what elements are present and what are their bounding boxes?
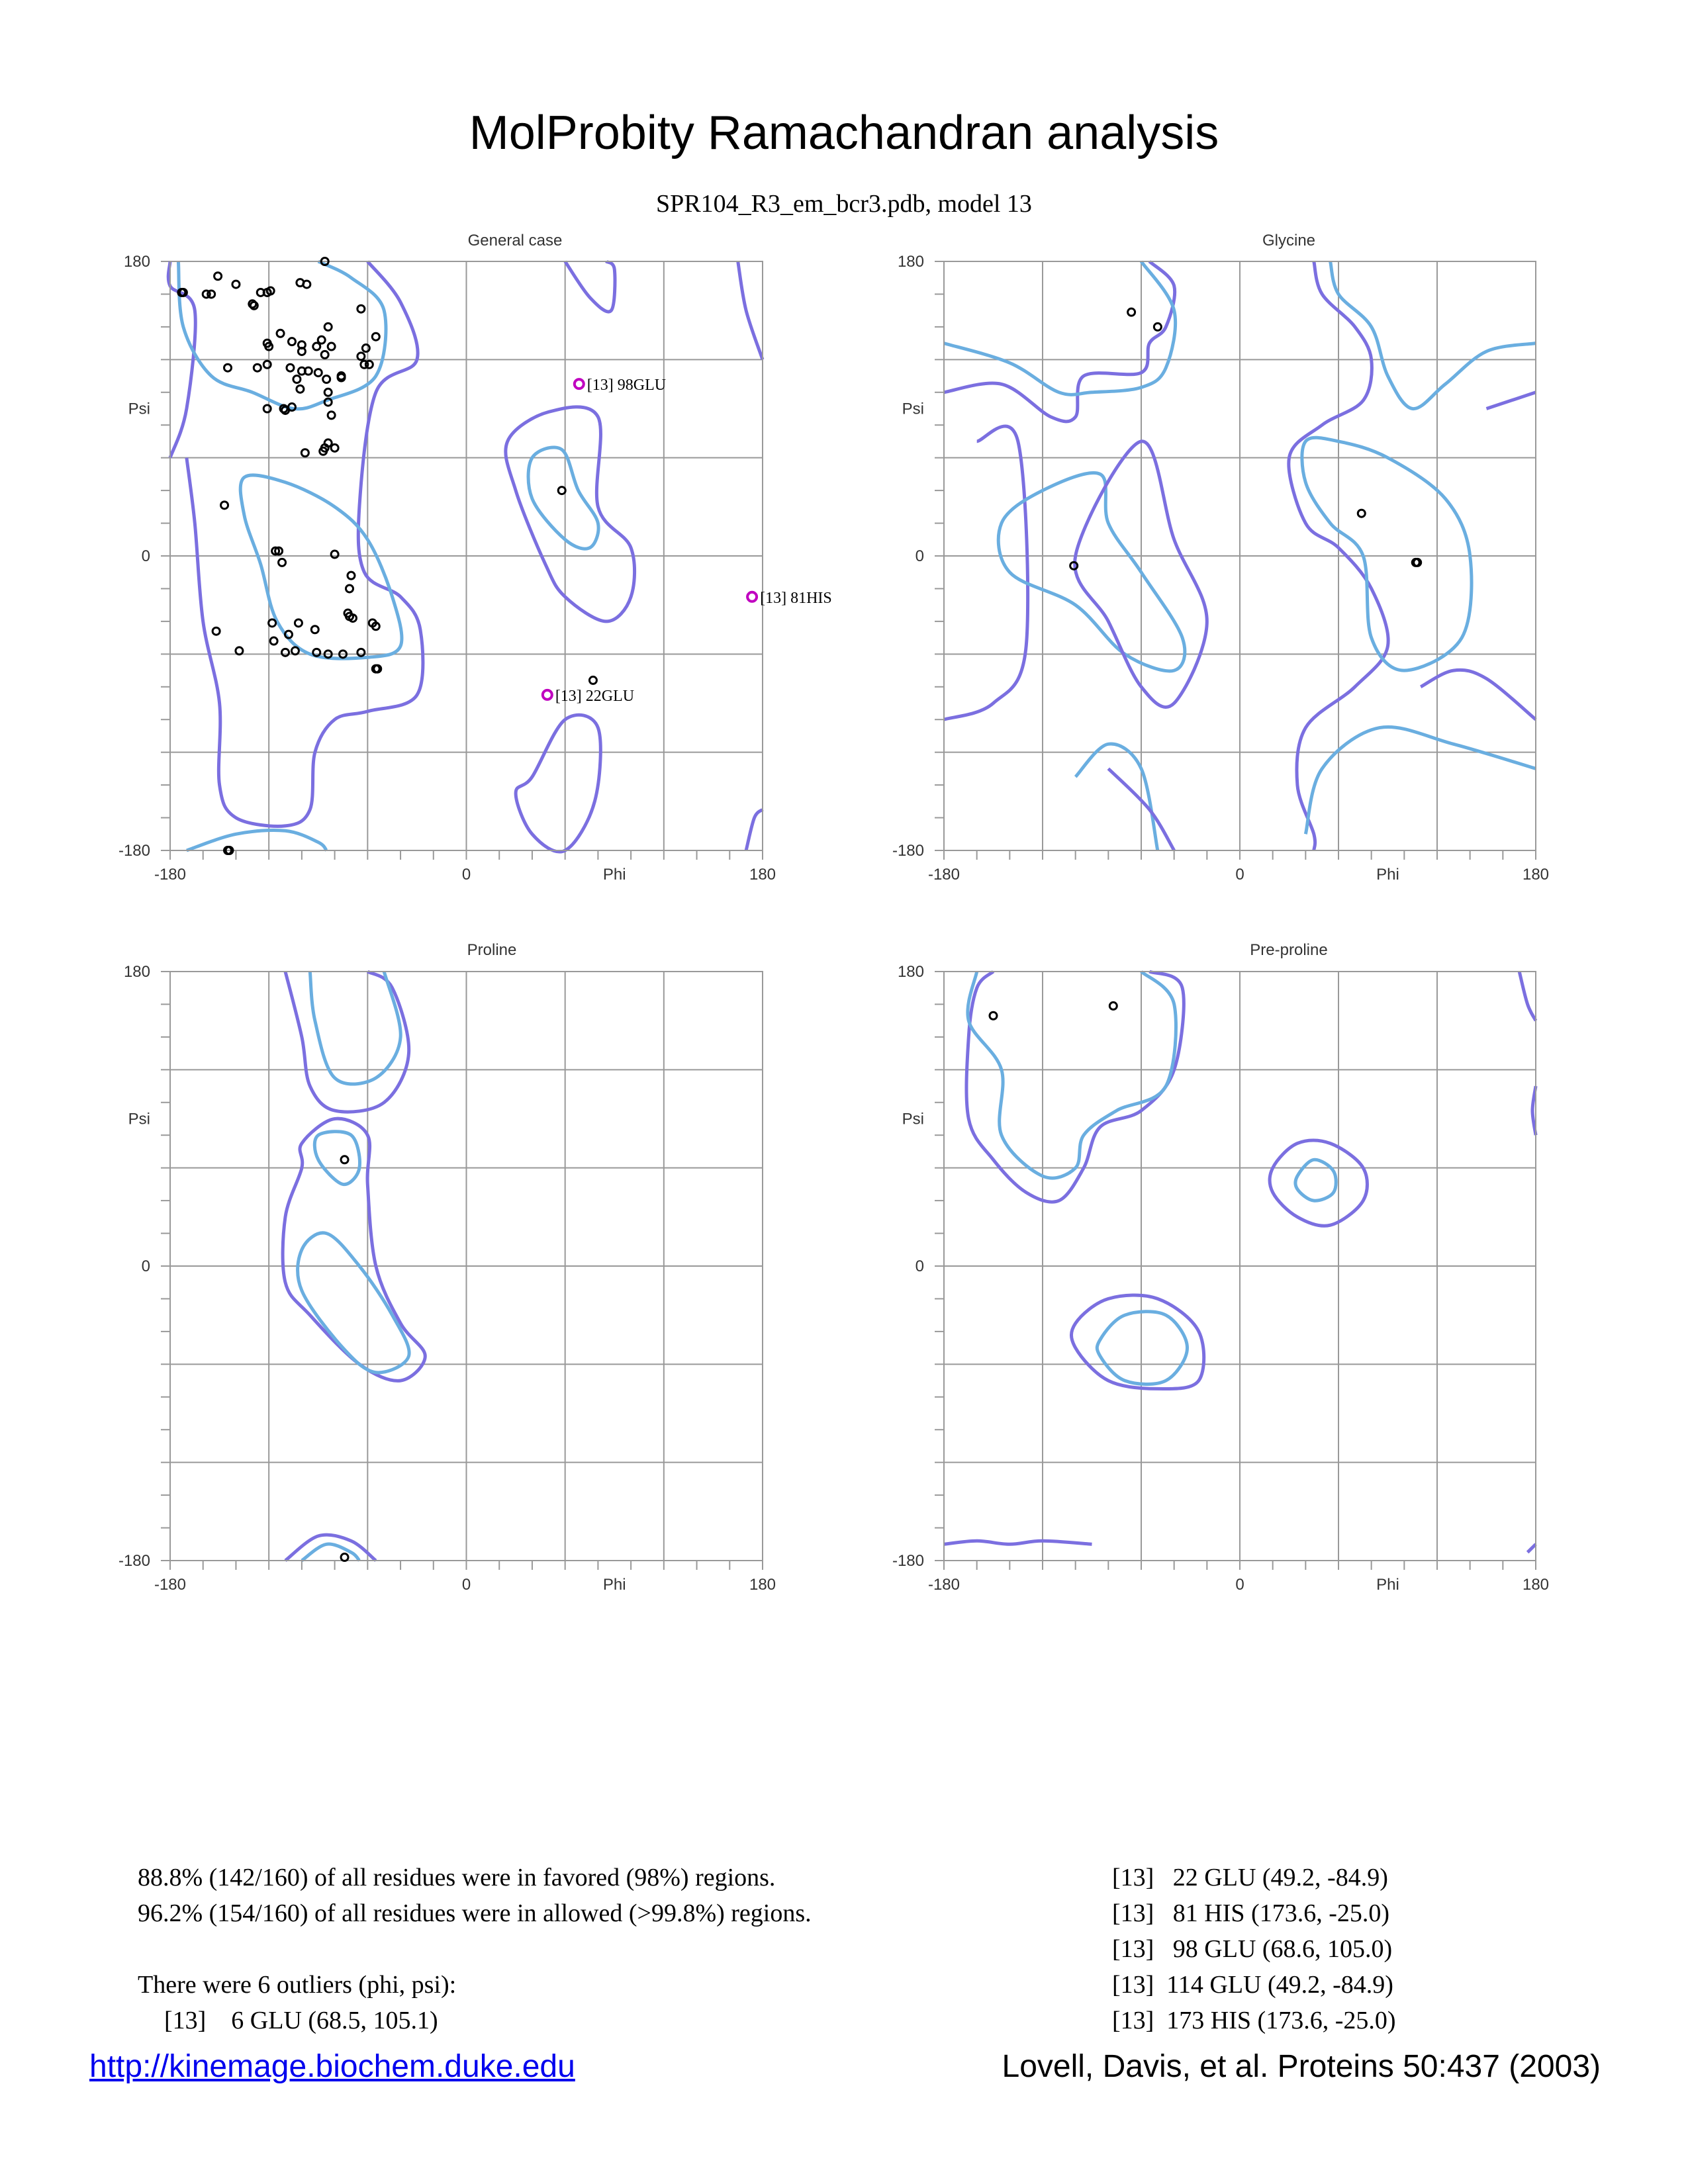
favored-contour [240, 475, 402, 659]
data-point [270, 637, 277, 645]
panel-title-general: General case [467, 232, 563, 250]
data-point [1154, 323, 1161, 330]
outlier-label: [13] 81HIS [760, 589, 832, 607]
data-point [318, 336, 325, 343]
data-point [236, 647, 243, 655]
outlier-list [1112, 1860, 1396, 2038]
favored-contour [528, 447, 598, 549]
outlier-label: [13] 22GLU [555, 687, 635, 705]
data-point [348, 572, 355, 579]
outlier-header: There were 6 outliers (phi, psi): [138, 1971, 457, 1999]
y-tick-label: -180 [892, 842, 924, 860]
outlier-item: [13] 114 GLU (49.2, -84.9) [1112, 1971, 1393, 1999]
data-point [297, 385, 304, 392]
data-point [341, 1156, 348, 1163]
y-axis-label: Psi [902, 400, 924, 418]
data-point [558, 487, 565, 494]
panel-title-preproline: Pre-proline [1250, 941, 1328, 959]
page-title: MolProbity Ramachandran analysis [469, 107, 1219, 159]
citation: Lovell, Davis, et al. Proteins 50:437 (2003) [1002, 2049, 1601, 2084]
x-tick-label: -180 [154, 866, 187, 884]
allowed-contour [283, 1118, 425, 1381]
allowed-contour [506, 407, 635, 621]
data-point [254, 364, 261, 371]
data-point [589, 676, 596, 684]
outlier-point [575, 379, 584, 388]
favored-contour [298, 1233, 410, 1373]
x-tick-label: 180 [749, 866, 776, 884]
x-tick-label: 0 [1235, 1576, 1244, 1594]
data-point [279, 559, 286, 566]
panel-title-proline: Proline [467, 941, 517, 959]
allowed-summary: 96.2% (154/160) of all residues were in allowed (>99.8%) regions. [138, 1899, 812, 1927]
allowed-contour [1519, 972, 1536, 1021]
y-tick-label: 180 [897, 253, 924, 271]
glycine-plot [892, 253, 1549, 884]
x-tick-label: 180 [1522, 866, 1550, 884]
allowed-contour [1528, 1544, 1536, 1552]
allowed-contour [1270, 1140, 1367, 1226]
data-point [331, 551, 338, 558]
favored-contour [302, 1544, 359, 1561]
allowed-contour [1421, 670, 1536, 719]
x-axis-label: Phi [602, 866, 626, 884]
data-point [301, 449, 308, 457]
y-tick-label: 0 [915, 1257, 924, 1275]
data-point [321, 351, 328, 358]
data-point [324, 388, 332, 396]
x-tick-label: 180 [1522, 1576, 1550, 1594]
data-point [287, 364, 294, 371]
outlier-label: [13] 98GLU [586, 377, 667, 394]
data-point [221, 502, 228, 509]
data-point [357, 305, 365, 312]
allowed-contour [944, 261, 1175, 422]
x-axis-label: Phi [1376, 866, 1399, 884]
data-point [314, 369, 322, 377]
kinemage-link[interactable]: http://kinemage.biochem.duke.edu [89, 2049, 575, 2084]
favored-contour [187, 831, 326, 850]
y-tick-label: 0 [141, 547, 150, 565]
outlier-point [543, 690, 552, 700]
x-axis-label: Phi [1376, 1576, 1399, 1594]
favored-contour [314, 1132, 359, 1185]
allowed-contour [285, 1535, 376, 1561]
y-axis-label: Psi [902, 1110, 924, 1128]
pre-proline-plot [892, 963, 1549, 1594]
y-tick-label: 180 [123, 963, 150, 981]
data-point [324, 323, 332, 330]
outlier-item: [13] 22 GLU (49.2, -84.9) [1112, 1864, 1388, 1891]
x-tick-label: 0 [461, 1576, 471, 1594]
x-axis-label: Phi [602, 1576, 626, 1594]
y-tick-label: -180 [892, 1552, 924, 1570]
x-tick-label: -180 [927, 1576, 961, 1594]
data-point [361, 361, 368, 368]
allowed-contour [738, 261, 763, 359]
y-tick-label: -180 [118, 1552, 150, 1570]
allowed-contour [944, 1541, 1092, 1544]
summary-stats [138, 1860, 812, 2038]
allowed-contour [516, 715, 600, 852]
data-point [208, 291, 215, 298]
y-tick-label: 180 [123, 253, 150, 271]
y-axis-label: Psi [128, 1110, 150, 1128]
favored-contour [1305, 727, 1536, 834]
data-point [1358, 510, 1365, 517]
data-point [269, 619, 276, 627]
proline-plot [118, 963, 776, 1594]
data-point [291, 647, 299, 655]
outlier-item: [13] 98 GLU (68.6, 105.0) [1112, 1935, 1393, 1963]
data-point [323, 376, 330, 383]
data-point [311, 626, 318, 633]
allowed-contour [944, 426, 1028, 719]
data-point [212, 627, 220, 635]
data-point [1109, 1002, 1117, 1009]
y-tick-label: 0 [141, 1257, 150, 1275]
allowed-contour [1487, 392, 1536, 409]
favored-contour [1076, 744, 1158, 850]
data-point [362, 345, 369, 352]
data-point [328, 412, 335, 419]
outlier-item: [13] 81 HIS (173.6, -25.0) [1112, 1899, 1390, 1927]
favored-contour [1097, 1312, 1187, 1385]
favored-contour [1295, 1160, 1336, 1201]
data-point [293, 376, 301, 383]
x-tick-label: -180 [154, 1576, 187, 1594]
favored-summary: 88.8% (142/160) of all residues were in favored (98%) regions. [138, 1864, 776, 1891]
data-point [295, 619, 302, 627]
y-tick-label: 180 [897, 963, 924, 981]
favored-contour [178, 261, 386, 409]
data-point [331, 444, 338, 451]
data-point [263, 361, 271, 368]
panel-title-glycine: Glycine [1262, 232, 1316, 250]
data-point [357, 353, 365, 360]
general-case-plot [118, 253, 832, 884]
page-subtitle: SPR104_R3_em_bcr3.pdb, model 13 [656, 190, 1032, 218]
data-point [1128, 308, 1135, 316]
data-point [282, 649, 289, 656]
data-point [313, 343, 320, 350]
data-point [341, 1554, 348, 1561]
allowed-contour [746, 809, 763, 850]
data-point [328, 343, 335, 350]
y-tick-label: 0 [915, 547, 924, 565]
y-axis-label: Psi [128, 400, 150, 418]
data-point [288, 338, 295, 345]
favored-contour [310, 972, 400, 1084]
y-tick-label: -180 [118, 842, 150, 860]
data-point [232, 281, 240, 288]
x-tick-label: 0 [461, 866, 471, 884]
x-tick-label: 180 [749, 1576, 776, 1594]
data-point [277, 330, 284, 337]
data-point [357, 649, 365, 656]
outlier-item: [13] 6 GLU (68.5, 105.1) [164, 2007, 438, 2034]
outlier-point [747, 592, 757, 602]
allowed-contour [1071, 1295, 1203, 1388]
data-point [990, 1012, 997, 1019]
favored-contour [968, 972, 1176, 1178]
x-tick-label: -180 [927, 866, 961, 884]
data-point [214, 273, 222, 280]
data-point [263, 405, 271, 412]
data-point [372, 333, 379, 340]
data-point [224, 364, 232, 371]
x-tick-label: 0 [1235, 866, 1244, 884]
data-point [346, 585, 353, 592]
allowed-contour [565, 261, 615, 312]
outlier-item: [13] 173 HIS (173.6, -25.0) [1112, 2007, 1396, 2034]
